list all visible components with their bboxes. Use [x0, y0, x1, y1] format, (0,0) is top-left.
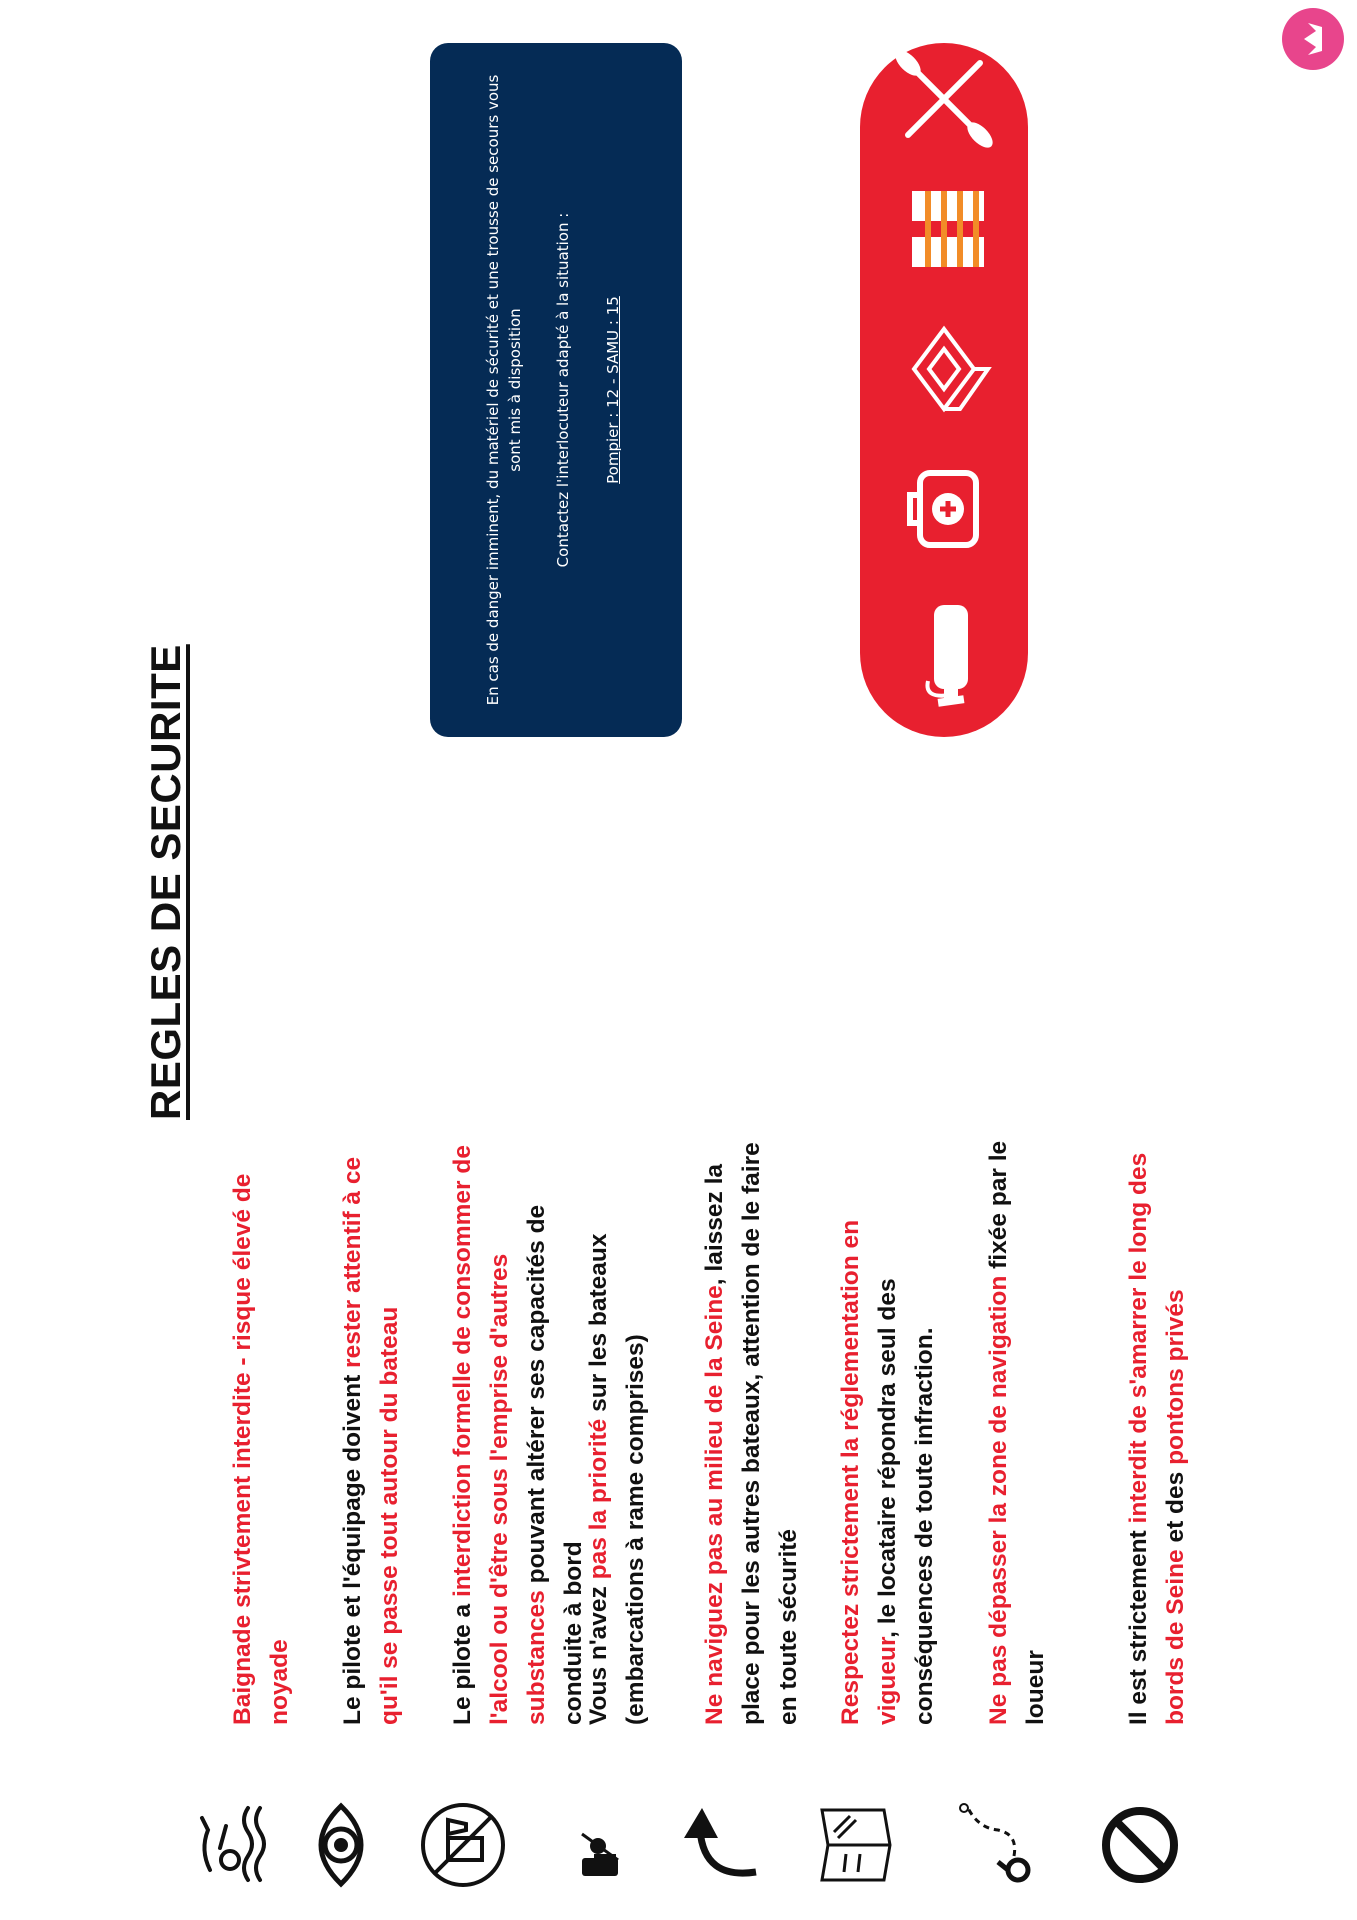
rule-text: Vous n'avez — [585, 1579, 612, 1725]
fire-extinguisher-icon — [884, 589, 1004, 709]
rower-icon — [552, 1800, 642, 1890]
prohibited-icon — [1095, 1800, 1185, 1890]
rule-text: , laissez la place pour les autres bateaux, attention de le faire en toute sécurité — [701, 1142, 802, 1725]
first-aid-kit-icon — [884, 449, 1004, 569]
rule-text: pas la priorité — [585, 1418, 612, 1580]
rule-1 — [224, 1125, 298, 1725]
regulation-book-icon — [808, 1800, 898, 1890]
rule-text: sur les bateaux (embarcations à rame comprises) — [585, 1233, 649, 1725]
rule-text: Baignade strivtement interdite - risque élevé de noyade — [229, 1173, 293, 1725]
rule-text: Ne pas dépasser la zone de navigation — [985, 1275, 1012, 1725]
rule-text: et des — [1162, 1464, 1189, 1550]
rule-text: Ne naviguez pas au milieu de la Seine — [701, 1285, 728, 1725]
page-title: REGLES DE SECURITE — [142, 644, 189, 1120]
turn-arrow-icon — [674, 1800, 764, 1890]
emergency-numbers: Pompier : 12 - SAMU : 15 — [604, 296, 622, 484]
safety-equipment-box — [860, 43, 1028, 737]
route-map-icon — [948, 1800, 1038, 1890]
rule-7 — [980, 1125, 1054, 1725]
rule-6 — [832, 1125, 943, 1725]
rule-text: interdiction formelle de consommer de l'alcool ou d'être sous l'emprise d'autres substances — [449, 1145, 550, 1725]
contact-instruction: Contactez l'interlocuteur adapté à la situation : — [554, 212, 572, 568]
rule-text: rester attentif à ce qu'il se passe tout autour du bateau — [339, 1156, 403, 1725]
rule-text: Respectez strictement la réglementation en vigueur — [837, 1219, 901, 1725]
rule-5 — [696, 1125, 807, 1725]
rule-2 — [334, 1125, 408, 1725]
life-jacket-icon — [884, 169, 1004, 289]
no-alcohol-icon — [418, 1800, 508, 1890]
rule-text: fixée par le loueur — [985, 1140, 1049, 1725]
rule-text: interdit de s'amarrer le long des bords de Seine — [1125, 1152, 1189, 1725]
rule-text: pouvant altérer ses capacités de conduite à bord — [523, 1204, 587, 1725]
rule-text: , le locataire répondra seul des conséquences de toute infraction. — [874, 1278, 938, 1725]
rule-text: Le pilote et l'équipage doivent — [339, 1367, 366, 1725]
rescue-buoy-icon — [884, 309, 1004, 429]
oars-icon — [884, 39, 1004, 159]
rule-text: Il est strictement — [1125, 1523, 1152, 1725]
emergency-text: En cas de danger imminent, du matériel de sécurité et une trousse de secours vous sont mis à disposition — [484, 74, 524, 706]
brand-logo — [1282, 8, 1344, 70]
no-swimming-icon — [180, 1800, 270, 1890]
rule-3 — [444, 1125, 592, 1725]
eye-icon — [296, 1800, 386, 1890]
rule-4 — [580, 1125, 654, 1725]
rule-text: Le pilote a — [449, 1597, 476, 1725]
rule-text: pontons privés — [1162, 1289, 1189, 1465]
emergency-info-box — [430, 43, 682, 737]
boat-logo-icon — [1298, 19, 1328, 59]
rule-8 — [1120, 1125, 1194, 1725]
